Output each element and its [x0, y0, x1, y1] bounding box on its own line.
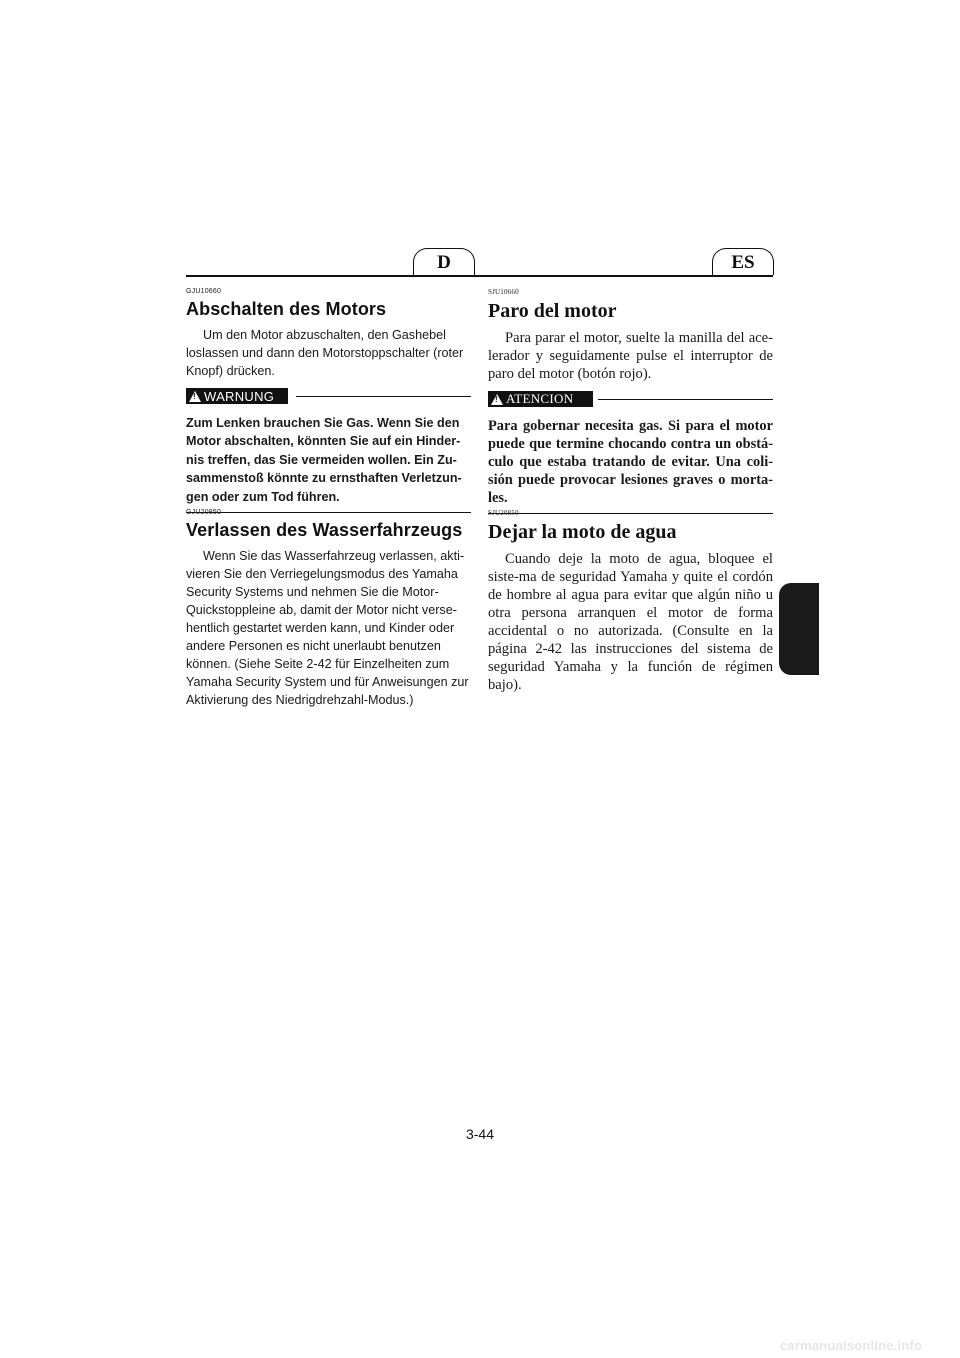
warning-badge	[186, 388, 288, 404]
warning-text: Zum Lenken brauchen Sie Gas. Wenn Sie den Motor abschalten, könnten Sie auf ein Hinder-nis treffen, das Sie vermeiden wollen. Ein Zu-sammenstoß könnte zu ernsthaften Verletzun-gen oder zum Tod führen.	[186, 414, 471, 513]
section-body: Um den Motor abzuschalten, den Gashebel loslassen und dann den Motorstoppschalter (roter Knopf) drücken.	[186, 328, 464, 378]
warning-triangle-icon	[491, 394, 503, 405]
section-code: GJU20850	[186, 509, 222, 516]
language-tab-spanish: ES	[712, 248, 774, 275]
page-number: 3-44	[465, 1126, 495, 1142]
section-leaving-craft-es	[488, 509, 773, 694]
section-leaving-craft-de	[186, 509, 471, 709]
language-tab-german: D	[413, 248, 475, 275]
warning-header	[186, 388, 471, 406]
warning-text: Para gobernar necesita gas. Si para el motor puede que termine chocando contra un obstá-culo que estaba tratando de evitar. Una coli-sión puede provocar lesiones graves o morta-les.	[488, 417, 773, 514]
warning-triangle-icon	[189, 391, 201, 402]
header-rule	[186, 275, 773, 277]
section-title: Verlassen des Wasserfahrzeugs	[186, 520, 463, 540]
german-column	[186, 288, 471, 707]
section-body: Wenn Sie das Wasserfahrzeug verlassen, akti-vieren Sie den Verriegelungsmodus des Yamaha Security Systems und nehmen Sie die Motor-Quickstoppleine ab, damit der Motor nicht verse-hentlich gestartet werden kann, und Kinder oder andere Personen es nicht unerlaubt benutzen können. (Siehe Seite 2-42 für Einzelheiten zum Yamaha Security System und für Anweisungen zur Aktivierung des Niedrigdrehzahl-Modus.)	[186, 549, 469, 707]
section-code: SJU20850	[488, 509, 519, 517]
warning-badge	[488, 391, 593, 407]
section-engine-stop-de	[186, 288, 471, 513]
section-title: Paro del motor	[488, 300, 617, 322]
section-body: Cuando deje la moto de agua, bloquee el siste-ma de seguridad Yamaha y quite el cordón de hombre al agua para evitar que algún niño u otra persona arranquen el motor de forma accidental o no autorizada. (Consulte en la página 2-42 las instrucciones del sistema de seguridad Yamaha y la función de régimen bajo).	[488, 551, 773, 693]
section-engine-stop-es	[488, 288, 773, 514]
section-code: GJU10660	[186, 288, 222, 295]
section-title: Abschalten des Motors	[186, 299, 387, 319]
spanish-column	[488, 288, 773, 693]
watermark: carmanualsonline.info	[780, 1338, 923, 1353]
warning-rule	[296, 396, 471, 397]
section-code: SJU10660	[488, 288, 519, 296]
chapter-thumb-tab	[779, 583, 819, 675]
section-title: Dejar la moto de agua	[488, 521, 677, 543]
warning-rule	[598, 399, 773, 400]
warning-label: WARNUNG	[204, 388, 275, 404]
warning-label: ATENCION	[506, 391, 574, 406]
section-body: Para parar el motor, suelte la manilla del ace-lerador y seguidamente pulse el interruptor de paro del motor (botón rojo).	[488, 330, 773, 382]
warning-header	[488, 391, 773, 409]
